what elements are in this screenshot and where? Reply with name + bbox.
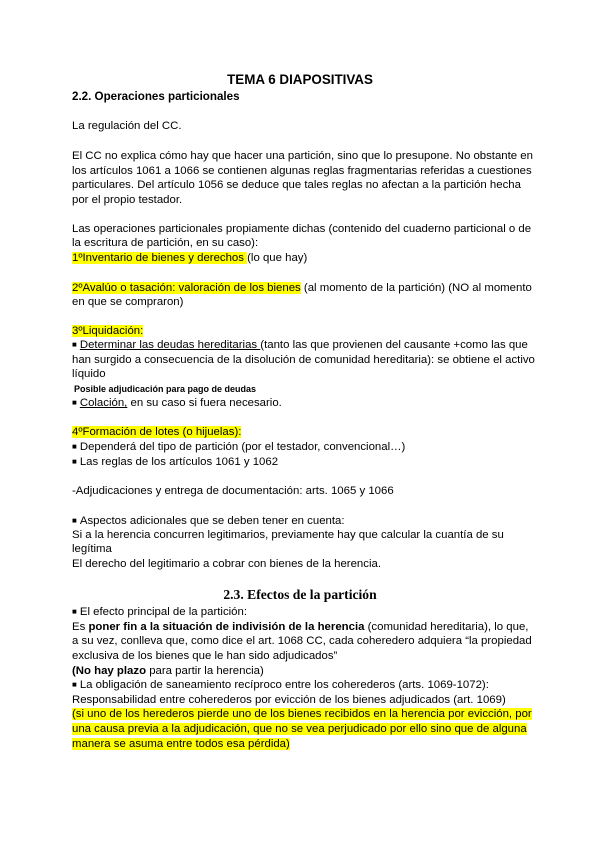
- bullet-icon: ■: [72, 457, 77, 466]
- operation-3-bullet-1: [72, 338, 528, 352]
- efectos-line-3: a su vez, conlleva que, como dice el art. 1068 CC, cada coheredero adquiera “la propiedad: [72, 635, 532, 647]
- operation-1: [72, 251, 307, 265]
- efectos-line-5-rest: para partir la herencia): [146, 665, 264, 677]
- operation-1-highlight: 1ºInventario de bienes y derechos: [72, 252, 248, 264]
- intro-paragraph-2-line-4: por el propio testador.: [72, 194, 183, 206]
- efectos-highlight-3: manera se asuma entre todos esa pérdida): [72, 738, 290, 750]
- efectos-bullet-2: [72, 678, 489, 692]
- efectos-bullet-2-text: La obligación de saneamiento recíproco entre los coherederos (arts. 1069-1072):: [79, 679, 489, 691]
- section-heading-2-2: 2.2. Operaciones particionales: [72, 90, 240, 103]
- efectos-line-2: [72, 620, 528, 634]
- efectos-line-5: [72, 664, 264, 678]
- operation-3-bullet-1-line-2: han surgido a consecuencia de la disolución de comunidad hereditaria): se obtiene el activo: [72, 354, 535, 366]
- bullet-icon: ■: [72, 340, 77, 349]
- document-title: TEMA 6 DIAPOSITIVAS: [227, 72, 373, 87]
- aspectos-bullet-text: Aspectos adicionales que se deben tener en cuenta:: [79, 515, 345, 527]
- operation-2-rest: (al momento de la partición) (NO al momento: [300, 282, 532, 294]
- operation-3-bullet-2-underlined: Colación,: [79, 397, 128, 409]
- operation-3-bullet-1-line-3: líquido: [72, 368, 106, 380]
- operation-3: [72, 324, 143, 338]
- efectos-line-2-bold: poner fin a la situación de indivisión de la herencia: [88, 621, 365, 633]
- section-heading-2-3: 2.3. Efectos de la partición: [223, 587, 377, 602]
- bullet-icon: ■: [72, 398, 77, 407]
- intro-paragraph-1: La regulación del CC.: [72, 120, 182, 132]
- operation-4: [72, 425, 241, 439]
- intro-paragraph-2-line-2: los artículos 1061 a 1066 se contienen algunas reglas fragmentarias referidas a cuestiones: [72, 165, 532, 177]
- efectos-line-7: Responsabilidad entre coherederos por evicción de los bienes adjudicados (art. 1069): [72, 694, 506, 706]
- efectos-highlight-line-3: [72, 737, 290, 751]
- intro-paragraph-3-line-1: Las operaciones particionales propiamente dichas (contenido del cuaderno particional o de: [72, 223, 532, 235]
- operation-3-highlight: 3ºLiquidación:: [72, 325, 144, 337]
- efectos-highlight-1: (si uno de los herederos pierde uno de los bienes recibidos en la herencia por evicción, por: [72, 708, 532, 720]
- intro-paragraph-2-line-1: El CC no explica cómo hay que hacer una partición, sino que lo presupone. No obstante en: [72, 150, 533, 162]
- efectos-bullet-1-text: El efecto principal de la partición:: [79, 606, 247, 618]
- operation-3-bullet-1-underlined: Determinar las deudas hereditarias: [79, 339, 261, 351]
- operation-4-bullet-2-text: Las reglas de los artículos 1061 y 1062: [79, 456, 279, 468]
- bullet-icon: ■: [72, 516, 77, 525]
- bullet-icon: ■: [72, 607, 77, 616]
- operation-2: [72, 281, 532, 295]
- adjudicaciones-line: -Adjudicaciones y entrega de documentación: arts. 1065 y 1066: [72, 485, 394, 497]
- aspectos-line-4: El derecho del legitimario a cobrar con bienes de la herencia.: [72, 558, 381, 570]
- efectos-line-4: exclusiva de los bienes que le han sido adjudicados”: [72, 650, 338, 662]
- operation-4-highlight: 4ºFormación de lotes (o hijuelas):: [72, 426, 242, 438]
- efectos-line-2-pre: Es: [72, 621, 89, 633]
- aspectos-line-2: Si a la herencia concurren legitimarios, previamente hay que calcular la cuantía de su: [72, 529, 504, 541]
- efectos-highlight-line-1: [72, 707, 532, 721]
- operation-4-bullet-1-text: Dependerá del tipo de partición (por el testador, convencional…): [79, 441, 406, 453]
- efectos-line-5-bold: (No hay plazo: [72, 665, 147, 677]
- operation-3-bullet-2: [72, 396, 282, 410]
- operation-3-bullet-1-rest: (tanto las que provienen del causante +como las que: [260, 339, 528, 351]
- aspectos-bullet: [72, 514, 345, 528]
- aspectos-line-3: legítima: [72, 543, 112, 555]
- efectos-highlight-line-2: [72, 722, 527, 736]
- efectos-highlight-2: una causa previa a la adjudicación, que no se vea perjudicado por ello sino que de alguna: [72, 723, 527, 735]
- intro-paragraph-2-line-3: particulares. Del artículo 1056 se deduce que tales reglas no afectan a la partición hecha: [72, 179, 521, 191]
- operation-1-rest: (lo que hay): [247, 252, 308, 264]
- operation-2-line-2: en que se compraron): [72, 296, 184, 308]
- bullet-icon: ■: [72, 680, 77, 689]
- bullet-icon: ■: [72, 442, 77, 451]
- efectos-bullet-1: [72, 605, 247, 619]
- intro-paragraph-3-line-2: la escritura de partición, en su caso):: [72, 237, 259, 249]
- operation-3-bullet-2-rest: en su caso si fuera necesario.: [127, 397, 282, 409]
- efectos-line-2-rest: (comunidad hereditaria), lo que,: [364, 621, 529, 633]
- operation-4-bullet-1: [72, 440, 405, 454]
- operation-4-bullet-2: [72, 455, 278, 469]
- operation-3-note: Posible adjudicación para pago de deudas: [74, 384, 257, 394]
- operation-2-highlight: 2ºAvalúo o tasación: valoración de los bienes: [72, 282, 301, 294]
